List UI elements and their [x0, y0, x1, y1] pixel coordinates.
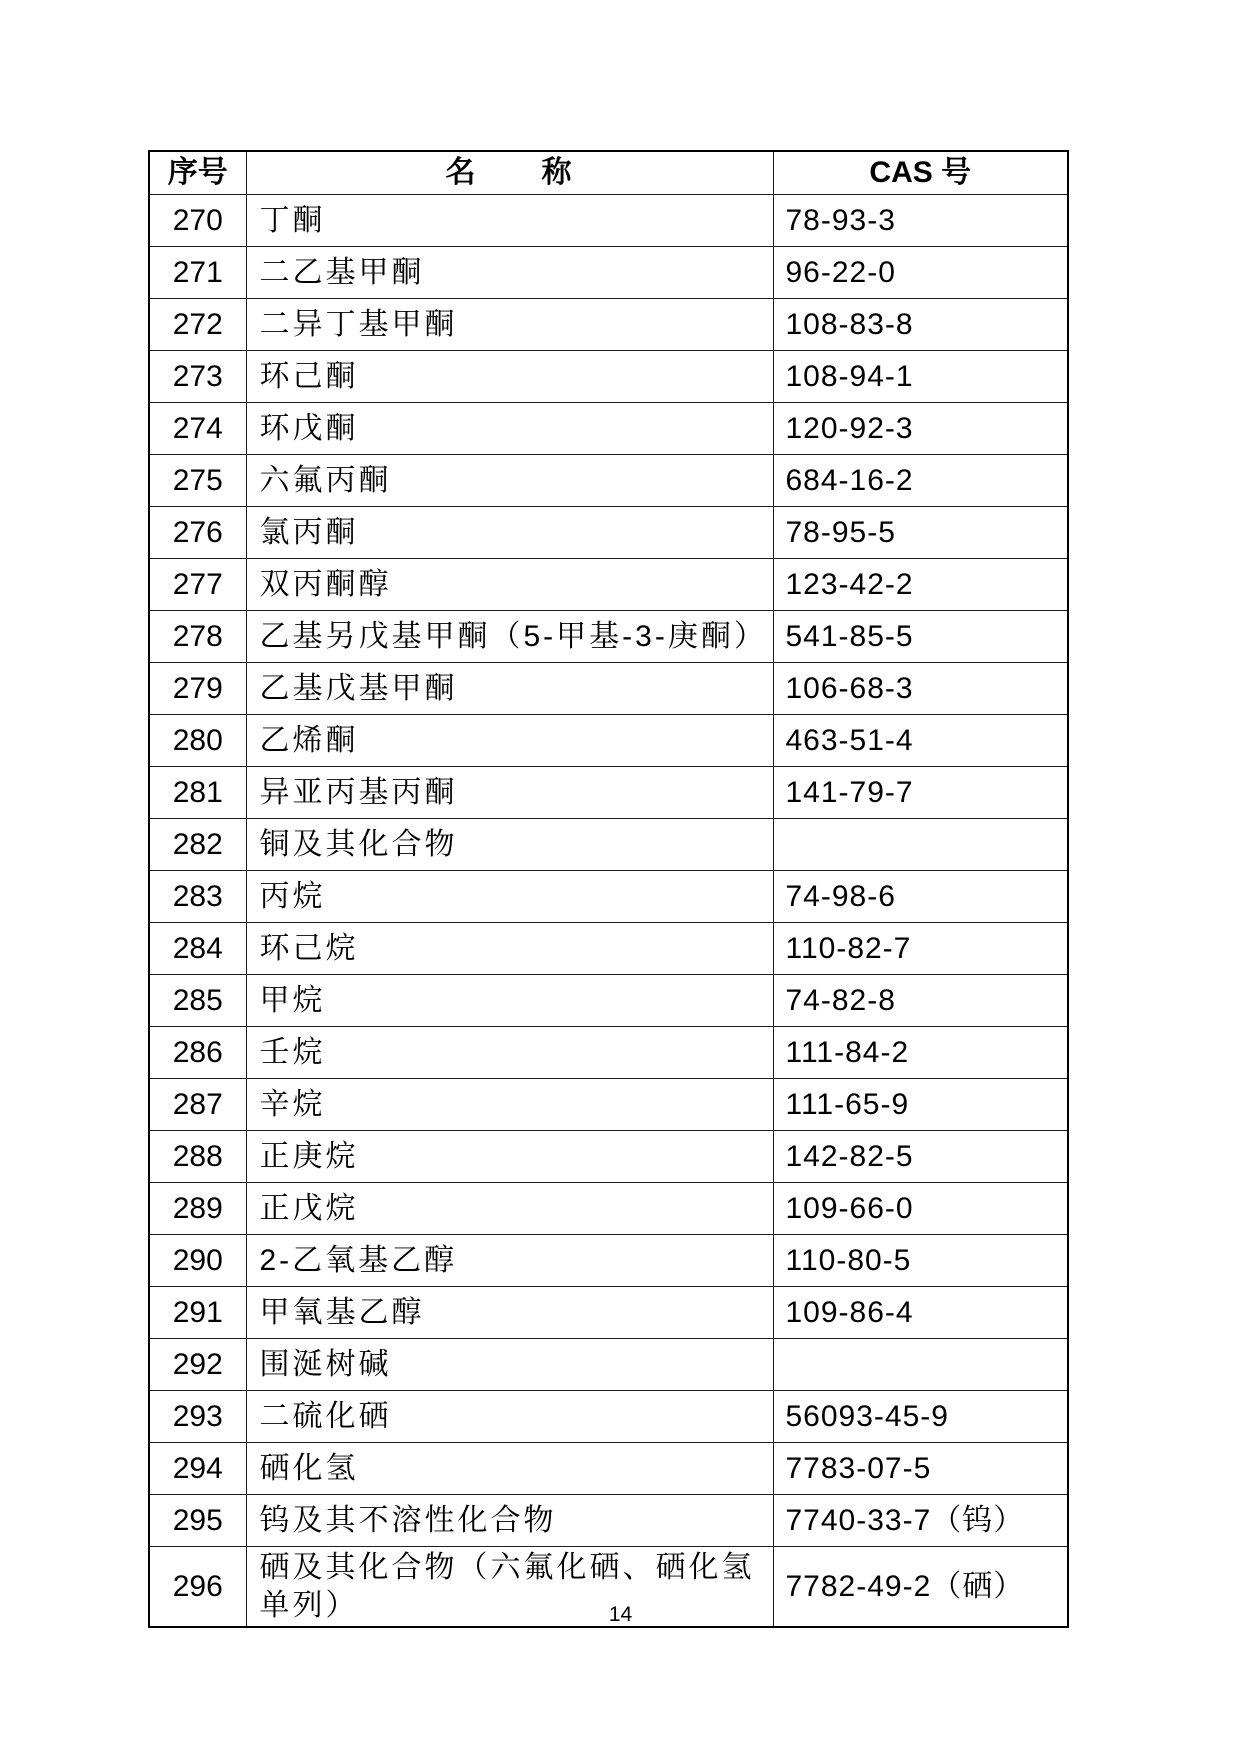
- cell-chemical-name: 乙基戊基甲酮: [246, 663, 773, 715]
- cell-serial-number: 277: [149, 559, 246, 611]
- cell-serial-number: 292: [149, 1339, 246, 1391]
- cell-chemical-name: 乙基另戊基甲酮（5-甲基-3-庚酮）: [246, 611, 773, 663]
- cell-chemical-name: 环己烷: [246, 923, 773, 975]
- cell-chemical-name: 甲氧基乙醇: [246, 1287, 773, 1339]
- cell-serial-number: 288: [149, 1131, 246, 1183]
- table-row: [149, 1131, 1068, 1183]
- cell-cas-number: 463-51-4: [773, 715, 1068, 767]
- cell-serial-number: 295: [149, 1495, 246, 1547]
- header-cas-number: CAS 号: [773, 151, 1068, 195]
- cell-cas-number: 74-98-6: [773, 871, 1068, 923]
- cell-chemical-name: 丁酮: [246, 195, 773, 247]
- cell-chemical-name: 环戊酮: [246, 403, 773, 455]
- table-row: [149, 1339, 1068, 1391]
- cell-chemical-name: 辛烷: [246, 1079, 773, 1131]
- cell-serial-number: 274: [149, 403, 246, 455]
- table-row: [149, 455, 1068, 507]
- cell-cas-number: 120-92-3: [773, 403, 1068, 455]
- table-header-row: [149, 151, 1068, 195]
- header-chemical-name: 名 称: [246, 151, 773, 195]
- cell-chemical-name: 二硫化硒: [246, 1391, 773, 1443]
- table-row: [149, 195, 1068, 247]
- cell-serial-number: 289: [149, 1183, 246, 1235]
- table-row: [149, 663, 1068, 715]
- cell-serial-number: 276: [149, 507, 246, 559]
- cell-chemical-name: 二异丁基甲酮: [246, 299, 773, 351]
- cell-serial-number: 275: [149, 455, 246, 507]
- cell-serial-number: 296: [149, 1547, 246, 1628]
- cell-chemical-name: 钨及其不溶性化合物: [246, 1495, 773, 1547]
- cell-serial-number: 287: [149, 1079, 246, 1131]
- cell-cas-number: 109-66-0: [773, 1183, 1068, 1235]
- cell-chemical-name: 乙烯酮: [246, 715, 773, 767]
- cell-chemical-name: 正戊烷: [246, 1183, 773, 1235]
- cell-cas-number: 56093-45-9: [773, 1391, 1068, 1443]
- cell-chemical-name: 硒及其化合物（六氟化硒、硒化氢单列）: [246, 1547, 773, 1628]
- cell-chemical-name: 围涎树碱: [246, 1339, 773, 1391]
- table-row: [149, 559, 1068, 611]
- cell-cas-number: 108-83-8: [773, 299, 1068, 351]
- cell-cas-number: 142-82-5: [773, 1131, 1068, 1183]
- cell-serial-number: 270: [149, 195, 246, 247]
- table-row: [149, 715, 1068, 767]
- cell-chemical-name: 环己酮: [246, 351, 773, 403]
- table-row: [149, 767, 1068, 819]
- cell-cas-number: 7782-49-2（硒）: [773, 1547, 1068, 1628]
- table-row: [149, 871, 1068, 923]
- cell-chemical-name: 铜及其化合物: [246, 819, 773, 871]
- cell-cas-number: 684-16-2: [773, 455, 1068, 507]
- cell-cas-number: 110-80-5: [773, 1235, 1068, 1287]
- table-row: [149, 923, 1068, 975]
- table-row: [149, 1079, 1068, 1131]
- cell-cas-number: 78-95-5: [773, 507, 1068, 559]
- table-row: [149, 1495, 1068, 1547]
- cell-chemical-name: 氯丙酮: [246, 507, 773, 559]
- cell-chemical-name: 正庚烷: [246, 1131, 773, 1183]
- cell-cas-number: 78-93-3: [773, 195, 1068, 247]
- table-row: [149, 403, 1068, 455]
- table-row: [149, 1443, 1068, 1495]
- cell-chemical-name: 二乙基甲酮: [246, 247, 773, 299]
- cell-serial-number: 283: [149, 871, 246, 923]
- table-row: [149, 819, 1068, 871]
- cell-chemical-name: 硒化氢: [246, 1443, 773, 1495]
- cell-cas-number: 96-22-0: [773, 247, 1068, 299]
- cell-cas-number: 111-65-9: [773, 1079, 1068, 1131]
- cell-serial-number: 281: [149, 767, 246, 819]
- cell-chemical-name: 异亚丙基丙酮: [246, 767, 773, 819]
- cell-cas-number: 111-84-2: [773, 1027, 1068, 1079]
- table-row: [149, 351, 1068, 403]
- header-serial-number: 序号: [149, 151, 246, 195]
- cell-serial-number: 279: [149, 663, 246, 715]
- cell-serial-number: 282: [149, 819, 246, 871]
- table-row: [149, 507, 1068, 559]
- table-row: [149, 611, 1068, 663]
- cell-cas-number: 110-82-7: [773, 923, 1068, 975]
- table-row: [149, 1027, 1068, 1079]
- cell-cas-number: [773, 1339, 1068, 1391]
- cell-cas-number: [773, 819, 1068, 871]
- cell-serial-number: 285: [149, 975, 246, 1027]
- cell-chemical-name: 六氟丙酮: [246, 455, 773, 507]
- cell-serial-number: 294: [149, 1443, 246, 1495]
- cell-chemical-name: 丙烷: [246, 871, 773, 923]
- table-row: [149, 1287, 1068, 1339]
- cell-serial-number: 290: [149, 1235, 246, 1287]
- table-row: [149, 247, 1068, 299]
- table-row: [149, 975, 1068, 1027]
- cell-cas-number: 108-94-1: [773, 351, 1068, 403]
- table-row: [149, 1391, 1068, 1443]
- page-number: 14: [608, 1603, 633, 1626]
- cell-cas-number: 109-86-4: [773, 1287, 1068, 1339]
- cell-cas-number: 141-79-7: [773, 767, 1068, 819]
- cell-serial-number: 286: [149, 1027, 246, 1079]
- cell-chemical-name: 双丙酮醇: [246, 559, 773, 611]
- cell-cas-number: 106-68-3: [773, 663, 1068, 715]
- cell-cas-number: 74-82-8: [773, 975, 1068, 1027]
- cell-serial-number: 272: [149, 299, 246, 351]
- cell-cas-number: 541-85-5: [773, 611, 1068, 663]
- table-row: [149, 299, 1068, 351]
- table-row: [149, 1235, 1068, 1287]
- table-row: [149, 1183, 1068, 1235]
- cell-serial-number: 280: [149, 715, 246, 767]
- cell-cas-number: 7740-33-7（钨）: [773, 1495, 1068, 1547]
- cell-chemical-name: 2-乙氧基乙醇: [246, 1235, 773, 1287]
- chemical-cas-table: [148, 150, 1069, 1628]
- cell-serial-number: 291: [149, 1287, 246, 1339]
- cell-chemical-name: 甲烷: [246, 975, 773, 1027]
- cell-serial-number: 278: [149, 611, 246, 663]
- cell-serial-number: 271: [149, 247, 246, 299]
- cell-cas-number: 123-42-2: [773, 559, 1068, 611]
- cell-cas-number: 7783-07-5: [773, 1443, 1068, 1495]
- cell-chemical-name: 壬烷: [246, 1027, 773, 1079]
- cell-serial-number: 273: [149, 351, 246, 403]
- cell-serial-number: 293: [149, 1391, 246, 1443]
- cell-serial-number: 284: [149, 923, 246, 975]
